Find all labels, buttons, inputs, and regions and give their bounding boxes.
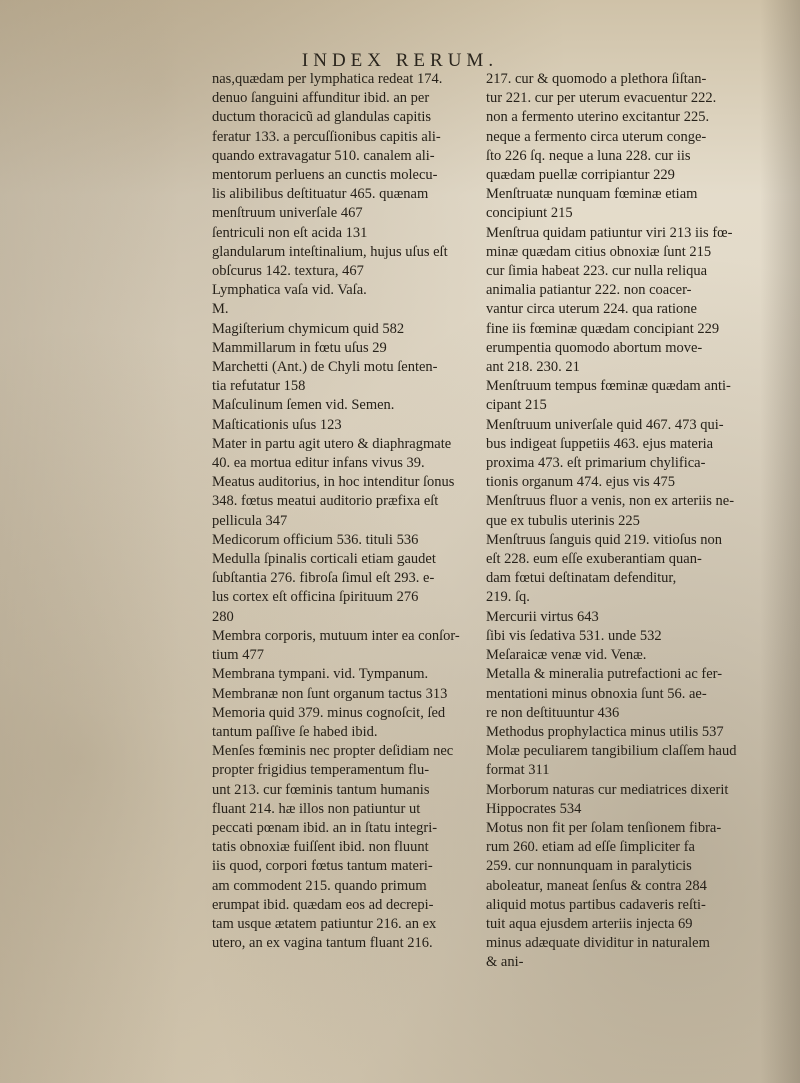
index-line: animalia patiantur 222. non coacer- (486, 282, 692, 299)
index-line: aliquid motus partibus cadaveris reſti- (486, 896, 706, 913)
index-line: Lymphatica vaſa vid. Vaſa. (212, 282, 367, 299)
index-line: pellicula 347 (212, 512, 288, 529)
index-line: ductum thoracicũ ad glandulas capitis (212, 109, 432, 126)
index-line: tam usque ætatem patiuntur 216. an ex (212, 915, 437, 932)
running-header (0, 50, 800, 72)
index-line: fine iis fœminæ quædam concipiant 229 (486, 320, 720, 337)
index-line: bus indigeat ſuppetiis 463. ejus materia (486, 435, 714, 452)
index-line: 348. fœtus meatui auditorio præfixa eſt (212, 493, 439, 510)
page-shadow-right (760, 0, 800, 1083)
index-line: nas,quædam per lymphatica redeat 174. (212, 71, 443, 87)
right-column (486, 70, 744, 973)
index-line: iis quod, corpori fœtus tantum materi- (212, 858, 433, 875)
index-line: menſtruum univerſale 467 (212, 205, 363, 222)
index-line: tantum paſſive ſe habed ibid. (212, 723, 378, 740)
index-line: proxima 473. eſt primarium chylifica- (486, 455, 706, 472)
left-column (212, 70, 474, 953)
index-line: Morborum naturas cur mediatrices dixerit (486, 781, 729, 798)
index-line: utero, an ex vagina tantum fluant 216. (212, 935, 433, 952)
index-line: Mammillarum in fœtu uſus 29 (212, 339, 387, 356)
index-line: 280 (212, 608, 234, 625)
index-line: format 311 (486, 762, 550, 779)
index-line: propter frigidius temperamentum flu- (212, 762, 430, 779)
index-line: am commodent 215. quando primum (212, 877, 427, 894)
index-line: minus adæquate dividitur in naturalem (486, 935, 710, 952)
index-line: mentorum perluens an cunctis molecu- (212, 167, 438, 184)
index-line: Meatus auditorius, in hoc intenditur ſonus (212, 474, 455, 491)
index-line: Menſes fœminis nec propter deſidiam nec (212, 743, 454, 760)
index-line: Molæ peculiarem tangibilium claſſem haud (486, 743, 737, 760)
index-line: unt 213. cur fœminis tantum humanis (212, 781, 430, 798)
index-line: minæ quædam citius obnoxiæ ſunt 215 (486, 243, 712, 260)
index-line: eſt 228. eum eſſe exuberantiam quan- (486, 551, 702, 568)
index-line: rum 260. etiam ad eſſe ſimpliciter fa (486, 839, 695, 856)
index-line: Hippocrates 534 (486, 800, 582, 817)
index-line: cur ſimia habeat 223. cur nulla reliqua (486, 263, 708, 280)
index-line: glandularum inteſtinalium, hujus uſus eſt (212, 243, 448, 260)
index-line: 40. ea mortua editur infans vivus 39. (212, 455, 425, 472)
index-line: 259. cur nonnunquam in paralyticis (486, 858, 692, 875)
index-line: tionis organum 474. ejus vis 475 (486, 474, 676, 491)
index-line: quando extravagatur 510. canalem ali- (212, 147, 435, 164)
index-line: tium 477 (212, 647, 264, 664)
index-line: Membra corporis, mutuum inter ea conſor- (212, 627, 460, 644)
index-line: Menſtrua quidam patiuntur viri 213 iis fœ- (486, 224, 733, 241)
index-line: Medicorum officium 536. tituli 536 (212, 531, 419, 548)
index-line: Menſtruatæ nunquam fœminæ etiam (486, 186, 698, 203)
index-line: lis alibilibus deſtituatur 465. quænam (212, 186, 429, 203)
index-line: ant 218. 230. 21 (486, 359, 580, 376)
index-line: Membrana tympani. vid. Tympanum. (212, 666, 429, 683)
index-line: denuo ſanguini affunditur ibid. an per (212, 90, 430, 107)
index-line: Memoria quid 379. minus cognoſcit, ſed (212, 704, 446, 721)
index-line: neque a fermento circa uterum conge- (486, 128, 707, 145)
index-line: M. (212, 301, 229, 318)
index-line: non a fermento uterino excitantur 225. (486, 109, 710, 126)
index-line: peccati pœnam ibid. an in ſtatu integri- (212, 819, 438, 836)
index-line: aboleatur, maneat ſenſus & contra 284 (486, 877, 707, 894)
index-line: tia refutatur 158 (212, 378, 306, 395)
index-line: Metalla & mineralia putrefactioni ac fer- (486, 666, 723, 683)
index-line: Maſculinum ſemen vid. Semen. (212, 397, 395, 414)
index-line: lus cortex eſt officina ſpirituum 276 (212, 589, 419, 606)
index-line: dam fœtui deſtinatam defenditur, (486, 570, 677, 587)
index-line: ſto 226 ſq. neque a luna 228. cur iis (486, 147, 691, 164)
index-line: 217. cur & quomodo a plethora ſiſtan- (486, 71, 707, 87)
index-line: Maſticationis uſus 123 (212, 416, 342, 433)
index-line: Menſtruum tempus fœminæ quædam anti- (486, 378, 731, 395)
index-line: concipiunt 215 (486, 205, 573, 222)
index-line: mentationi minus obnoxia ſunt 56. ae- (486, 685, 707, 702)
index-line: cipant 215 (486, 397, 547, 414)
index-line: Medulla ſpinalis corticali etiam gaudet (212, 551, 436, 568)
index-line: erumpentia quomodo abortum move- (486, 339, 703, 356)
index-line: Menſtruum univerſale quid 467. 473 qui- (486, 416, 724, 433)
index-line: Marchetti (Ant.) de Chyli motu ſenten- (212, 359, 438, 376)
index-line: vantur circa uterum 224. qua ratione (486, 301, 697, 318)
index-line: obſcurus 142. textura, 467 (212, 263, 364, 280)
index-line: quædam puellæ corripiantur 229 (486, 167, 675, 184)
index-line: feratur 133. a percuſſionibus capitis ali- (212, 128, 441, 145)
index-line: Motus non fit per ſolam tenſionem fibra- (486, 819, 722, 836)
index-line: Methodus prophylactica minus utilis 537 (486, 723, 724, 740)
index-line: re non deſtituuntur 436 (486, 704, 620, 721)
index-line: Magiſterium chymicum quid 582 (212, 320, 405, 337)
index-line: Mercurii virtus 643 (486, 608, 599, 625)
index-line: tur 221. cur per uterum evacuentur 222. (486, 90, 717, 107)
index-line: Meſaraicæ venæ vid. Venæ. (486, 647, 647, 664)
index-line: Mater in partu agit utero & diaphragmate (212, 435, 452, 452)
header-title: INDEX RERUM. (301, 50, 499, 71)
index-line: tuit aqua ejusdem arteriis injecta 69 (486, 915, 693, 932)
index-line: Menſtruus fluor a venis, non ex arteriis ne- (486, 493, 735, 510)
index-line: 219. ſq. (486, 589, 530, 606)
index-line: Menſtruus ſanguis quid 219. vitioſus non (486, 531, 723, 548)
index-line: Membranæ non ſunt organum tactus 313 (212, 685, 448, 702)
index-line: ſentriculi non eſt acida 131 (212, 224, 368, 241)
index-line: erumpat ibid. quædam eos ad decrepi- (212, 896, 434, 913)
index-line: que ex tubulis uterinis 225 (486, 512, 640, 529)
index-line: fluant 214. hæ illos non patiuntur ut (212, 800, 421, 817)
page-shadow-left (0, 0, 180, 1083)
index-line: tatis obnoxiæ fuiſſent ibid. non fluunt (212, 839, 429, 856)
index-line: & ani- (486, 954, 524, 971)
index-line: ſubſtantia 276. fibroſa ſimul eſt 293. e- (212, 570, 435, 587)
index-line: ſibi vis ſedativa 531. unde 532 (486, 627, 662, 644)
